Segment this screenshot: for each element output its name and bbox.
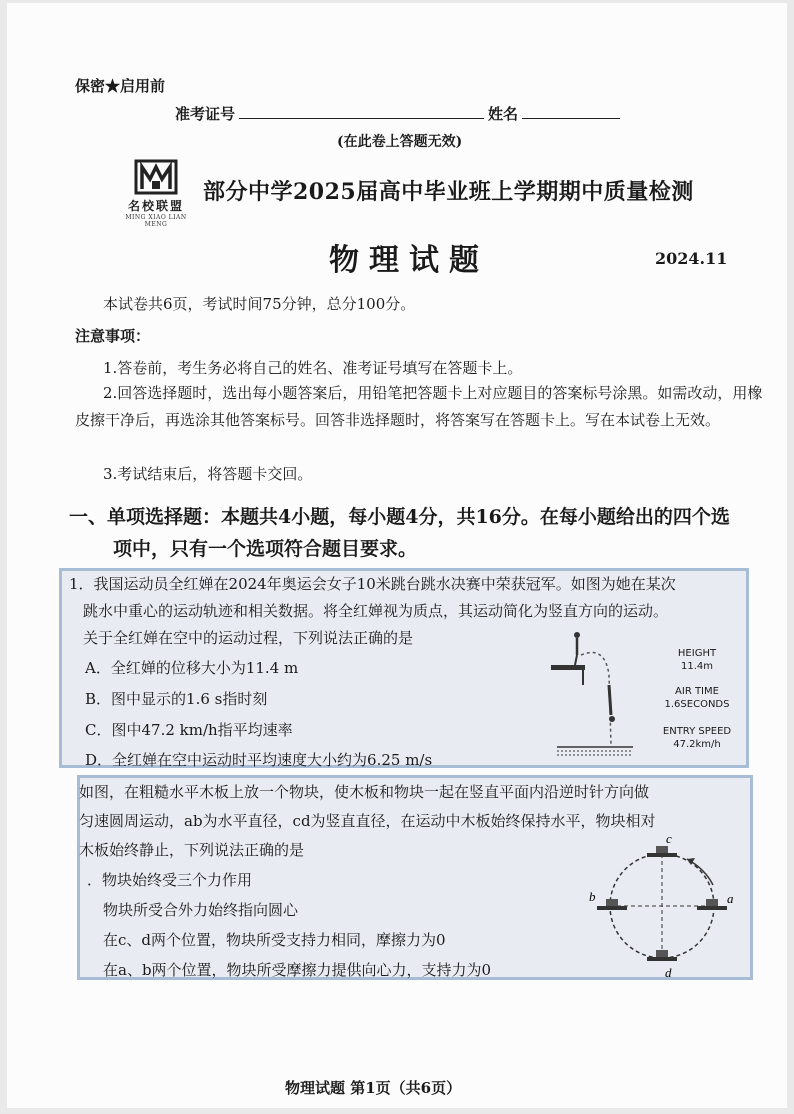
block-c xyxy=(647,846,677,857)
q2-stem-line3: 木板始终静止，下列说法正确的是 xyxy=(79,841,305,859)
height-value: 11.4m xyxy=(680,661,713,672)
platform xyxy=(551,665,585,670)
logo-emblem-icon xyxy=(134,159,178,195)
diving-figure xyxy=(547,625,637,765)
name-label: 姓名 xyxy=(488,105,519,123)
logo-pinyin: MING XIAO LIAN MENG xyxy=(125,214,187,228)
note-3: 3.考试结束后，将答题卡交回。 xyxy=(103,465,313,483)
q1-option-d: D．全红婵在空中运动时平均速度大小约为6.25 m/s xyxy=(85,751,433,769)
label-b: b xyxy=(589,889,596,904)
q1-option-b: B．图中显示的1.6 s指时刻 xyxy=(85,690,268,708)
notes-heading: 注意事项： xyxy=(75,327,151,345)
exam-title: 部分中学2025届高中毕业班上学期期中质量检测 xyxy=(203,179,694,205)
block-d xyxy=(647,950,677,961)
speed-value: 47.2km/h xyxy=(673,739,721,750)
trajectory xyxy=(581,653,611,746)
q2-option-b: 物块所受合外力始终指向圆心 xyxy=(103,901,299,919)
logo-name: 名校联盟 xyxy=(127,199,184,213)
section-heading-line2: 项中，只有一个选项符合题目要求。 xyxy=(113,538,418,560)
note-2: 2.回答选择题时，选出每小题答案后，用铅笔把答题卡上对应题目的答案标号涂黑。如需改动，用橡皮擦干净后，再选涂其他答案标号。回答非选择题时，将答案写在答题卡上。写在本试卷上无效。 xyxy=(75,384,763,429)
logo xyxy=(117,159,195,228)
q1-option-a: A．全红婵的位移大小为11.4 m xyxy=(85,659,299,677)
invalid-note: (在此卷上答题无效) xyxy=(337,134,463,150)
section-heading xyxy=(69,501,769,565)
height-stat xyxy=(647,647,747,673)
airtime-stat xyxy=(647,685,747,711)
block-a xyxy=(697,899,727,910)
exam-id-line xyxy=(175,103,620,124)
label-a: a xyxy=(727,891,734,906)
name-field xyxy=(522,104,620,119)
speed-label: ENTRY SPEED xyxy=(662,726,732,737)
q2-option-c: 在c、d两个位置，物块所受支持力相同，摩擦力为0 xyxy=(103,931,446,949)
q1-option-c: C．图中47.2 km/h指平均速率 xyxy=(85,721,293,739)
subject-title: 物理试题 xyxy=(329,243,489,278)
q1-stem-line1: 1．我国运动员全红婵在2024年奥运会女子10米跳台跳水决赛中荣获冠军。如图为她在某次 xyxy=(69,575,676,593)
label-d: d xyxy=(665,965,672,980)
q1-stem-line3: 关于全红婵在空中的运动过程，下列说法正确的是 xyxy=(83,629,414,647)
speed-stat xyxy=(647,725,747,751)
diver-icon xyxy=(574,632,580,665)
q2-option-d: 在a、b两个位置，物块所受摩擦力提供向心力，支持力为0 xyxy=(103,961,492,979)
exam-info: 本试卷共6页，考试时间75分钟，总分100分。 xyxy=(103,295,416,313)
page-footer: 物理试题 第1页（共6页） xyxy=(285,1079,462,1097)
airtime-value: 1.6SECONDS xyxy=(664,699,730,710)
airtime-label: AIR TIME xyxy=(675,686,719,697)
q1-stem-line2: 跳水中重心的运动轨迹和相关数据。将全红婵视为质点，其运动简化为竖直方向的运动。 xyxy=(83,602,669,620)
question-1 xyxy=(69,571,749,652)
height-label: HEIGHT xyxy=(677,648,717,659)
block-b xyxy=(597,899,627,910)
exam-id-field xyxy=(239,104,484,119)
circular-motion-figure xyxy=(587,831,737,981)
confidential-label: 保密★启用前 xyxy=(75,77,166,95)
section-heading-line1: 一、单项选择题：本题共4小题，每小题4分，共16分。在每小题给出的四个选 xyxy=(69,506,730,528)
water-surface xyxy=(557,747,633,755)
exam-id-label: 准考证号 xyxy=(175,105,236,123)
q2-stem-line2: 匀速圆周运动，ab为水平直径，cd为竖直直径，在运动中木板始终保持水平，物块相对 xyxy=(79,812,656,830)
diver-falling-icon xyxy=(609,685,615,722)
q2-stem-line1: 如图，在粗糙水平木板上放一个物块，使木板和物块一起在竖直平面内沿逆时针方向做 xyxy=(79,783,650,801)
q2-option-a: ．物块始终受三个力作用 xyxy=(87,871,253,889)
exam-page xyxy=(7,3,787,1108)
label-c: c xyxy=(666,831,672,846)
note-1: 1.答卷前，考生务必将自己的姓名、准考证号填写在答题卡上。 xyxy=(103,359,523,377)
exam-date: 2024.11 xyxy=(655,249,728,268)
